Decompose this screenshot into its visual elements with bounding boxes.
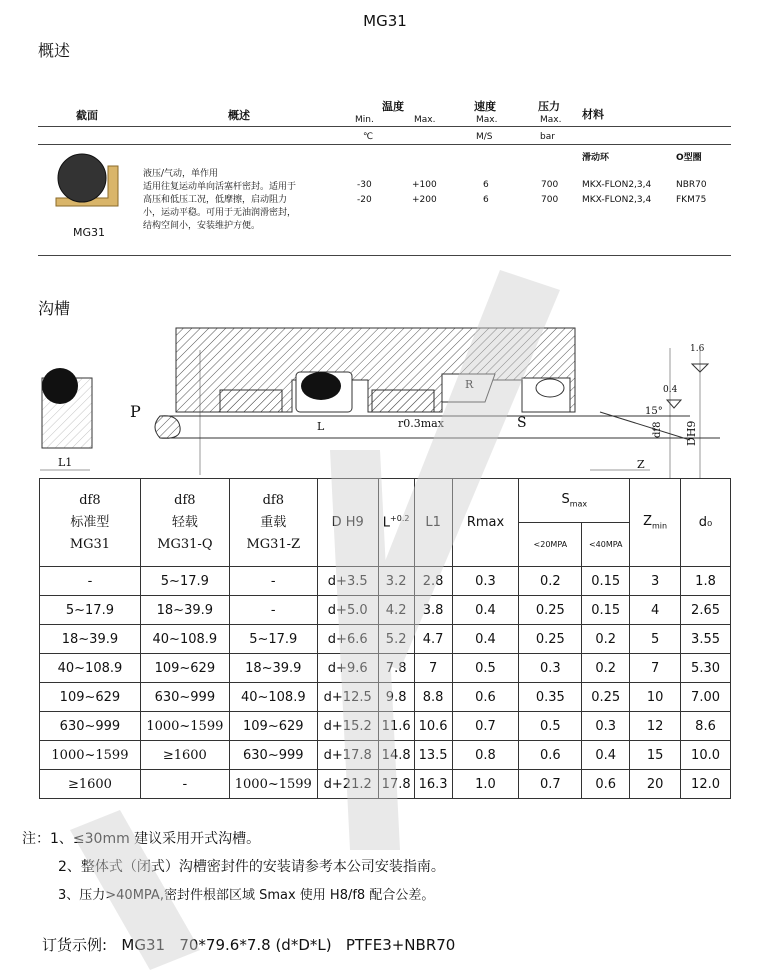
table-row [40, 683, 731, 712]
table-cell: d+9.6 [317, 654, 378, 683]
label-DH9: DH9 [685, 420, 698, 446]
table-cell: 0.7 [452, 712, 519, 741]
table-cell: ≥1600 [40, 770, 141, 799]
col-pressure-max: Max. [540, 115, 562, 125]
table-cell: 40~108.9 [140, 625, 229, 654]
header-Zmin: $Z_{min}$ [630, 479, 681, 567]
table-cell: 11.6 [378, 712, 414, 741]
table-cell: 5~17.9 [229, 625, 317, 654]
table-cell: 109~629 [229, 712, 317, 741]
table-cell: 0.3 [452, 567, 519, 596]
header-DH9: D H9 [317, 479, 378, 567]
table-cell: 3.2 [378, 567, 414, 596]
table-cell: 1.8 [681, 567, 731, 596]
order-example: 订货示例: MG31 70*79.6*7.8 (d*D*L) PTFE3+NBR70 [42, 936, 456, 954]
header-heavy: df8 重载 MG31-Z [229, 479, 317, 567]
overview-bottom-divider [38, 255, 731, 256]
section-overview-heading: 概述 [38, 41, 71, 60]
note-3: 3、压力>40MPA,密封件根部区域 Smax 使用 H8/f8 配合公差。 [58, 888, 435, 903]
table-cell: 18~39.9 [229, 654, 317, 683]
table-row [40, 567, 731, 596]
table-cell: 0.2 [582, 625, 630, 654]
table-cell: 5~17.9 [140, 567, 229, 596]
table-cell: ≥1600 [140, 741, 229, 770]
table-cell: 0.25 [582, 683, 630, 712]
table-row [40, 625, 731, 654]
table-cell: d+3.5 [317, 567, 378, 596]
table-cell: 109~629 [40, 683, 141, 712]
table-row [40, 596, 731, 625]
groove-dimension-table [39, 478, 731, 799]
label-S: S [517, 415, 527, 431]
label-df8: df8 [652, 421, 663, 438]
table-cell: 9.8 [378, 683, 414, 712]
table-cell: 0.15 [582, 596, 630, 625]
table-cell: 13.5 [414, 741, 452, 770]
table-cell: 12.0 [681, 770, 731, 799]
table-cell: 0.7 [519, 770, 582, 799]
table-row [40, 741, 731, 770]
table-cell: 4.7 [414, 625, 452, 654]
table-cell: 109~629 [140, 654, 229, 683]
table-cell: 0.3 [519, 654, 582, 683]
table-cell: 3.55 [681, 625, 731, 654]
table-cell: 7.00 [681, 683, 731, 712]
label-roughness-2: 0.4 [663, 385, 678, 395]
header-L1: L1 [414, 479, 452, 567]
page-title: MG31 [363, 12, 407, 30]
table-cell: - [229, 567, 317, 596]
col-desc: 概述 [228, 109, 250, 122]
table-cell: 1.0 [452, 770, 519, 799]
table-cell: d+21.2 [317, 770, 378, 799]
table-cell: 8.6 [681, 712, 731, 741]
label-R: R [465, 378, 474, 391]
col-speed-max: Max. [476, 115, 498, 125]
table-cell: 5.30 [681, 654, 731, 683]
unit-pressure: bar [540, 132, 555, 142]
table-cell: 18~39.9 [140, 596, 229, 625]
col-material: 材料 [582, 108, 604, 121]
table-cell: 15 [630, 741, 681, 770]
table-cell: 12 [630, 712, 681, 741]
table-cell: 5~17.9 [40, 596, 141, 625]
label-P: P [130, 402, 141, 421]
table-cell: 18~39.9 [40, 625, 141, 654]
col-temp-max: Max. [414, 115, 436, 125]
table-cell: 3.8 [414, 596, 452, 625]
table-cell: 17.8 [378, 770, 414, 799]
header-L: $L^{+0.2}$ [378, 479, 414, 567]
table-cell: 1000~1599 [229, 770, 317, 799]
col-temp: 温度 [382, 100, 404, 113]
table-cell: d+17.8 [317, 741, 378, 770]
table-cell: 0.5 [452, 654, 519, 683]
label-L1: L1 [58, 456, 73, 469]
label-L: L [317, 420, 325, 433]
col-temp-min: Min. [355, 115, 374, 125]
table-cell: d+5.0 [317, 596, 378, 625]
table-cell: 0.35 [519, 683, 582, 712]
table-cell: 10.6 [414, 712, 452, 741]
description: 液压/气动，单作用 适用往复运动单向活塞杆密封。适用于 高压和低压工况，低摩擦，启动阻力 小，运动平稳。可用于无油润滑密封， 结构空间小，安装维护方便。 [143, 169, 297, 231]
label-angle: 15° [645, 406, 663, 417]
table-cell: 7 [630, 654, 681, 683]
col-section: 截面 [76, 109, 98, 122]
table-cell: 4.2 [378, 596, 414, 625]
label-Z: Z [637, 458, 645, 471]
col-pressure: 压力 [538, 100, 560, 113]
table-cell: 1000~1599 [140, 712, 229, 741]
note-2: 2、整体式（闭式）沟槽密封件的安装请参考本公司安装指南。 [58, 859, 445, 875]
header-standard: df8 标准型 MG31 [40, 479, 141, 567]
table-cell: 40~108.9 [40, 654, 141, 683]
table-cell: 0.5 [519, 712, 582, 741]
table-cell: 0.2 [582, 654, 630, 683]
header-s40: <40MPA [582, 523, 630, 567]
table-cell: 630~999 [140, 683, 229, 712]
table-cell: 630~999 [229, 741, 317, 770]
col-speed: 速度 [474, 100, 496, 113]
table-cell: 10 [630, 683, 681, 712]
table-cell: 7.8 [378, 654, 414, 683]
table-cell: 4 [630, 596, 681, 625]
slide-ring-label: 滑动环 [582, 153, 610, 163]
header-light: df8 轻载 MG31-Q [140, 479, 229, 567]
table-cell: 0.2 [519, 567, 582, 596]
unit-speed: M/S [476, 132, 493, 142]
table-cell: 8.8 [414, 683, 452, 712]
table-cell: 0.8 [452, 741, 519, 770]
label-roughness-1: 1.6 [690, 344, 705, 354]
table-cell: d+6.6 [317, 625, 378, 654]
table-row [40, 770, 731, 799]
table-cell: 20 [630, 770, 681, 799]
table-cell: 0.4 [452, 596, 519, 625]
table-cell: 0.4 [582, 741, 630, 770]
part-name: MG31 [73, 226, 106, 239]
header-s20: <20MPA [519, 523, 582, 567]
table-row [40, 712, 731, 741]
units-divider [38, 144, 731, 145]
table-cell: 2.65 [681, 596, 731, 625]
table-cell: 0.4 [452, 625, 519, 654]
table-cell: 1000~1599 [40, 741, 141, 770]
table-cell: 2.8 [414, 567, 452, 596]
table-cell: 40~108.9 [229, 683, 317, 712]
table-cell: 0.25 [519, 625, 582, 654]
label-r: r0.3max [398, 417, 444, 430]
table-cell: 3 [630, 567, 681, 596]
table-cell: 0.25 [519, 596, 582, 625]
table-cell: - [229, 596, 317, 625]
table-cell: 0.6 [582, 770, 630, 799]
table-cell: 0.3 [582, 712, 630, 741]
header-Rmax: Rmax [452, 479, 519, 567]
table-cell: 5 [630, 625, 681, 654]
table-cell: d+12.5 [317, 683, 378, 712]
o-ring-label: O型圈 [676, 153, 702, 163]
note-1: 注：1、≤30mm 建议采用开式沟槽。 [22, 831, 261, 847]
table-cell: - [40, 567, 141, 596]
header-Smax: $S_{max}$ [519, 479, 630, 523]
table-cell: 16.3 [414, 770, 452, 799]
table-cell: 630~999 [40, 712, 141, 741]
table-cell: 7 [414, 654, 452, 683]
table-cell: - [140, 770, 229, 799]
table-cell: 0.6 [452, 683, 519, 712]
table-row [40, 654, 731, 683]
seal-cross-section-image [50, 148, 130, 218]
table-cell: d+15.2 [317, 712, 378, 741]
groove-drawing [30, 320, 730, 478]
table-cell: 5.2 [378, 625, 414, 654]
table-cell: 0.6 [519, 741, 582, 770]
section-groove-heading: 沟槽 [38, 299, 71, 318]
table-cell: 10.0 [681, 741, 731, 770]
header-divider [38, 126, 731, 127]
unit-temp: ℃ [363, 132, 374, 142]
table-cell: 14.8 [378, 741, 414, 770]
table-cell: 0.15 [582, 567, 630, 596]
header-d0: d₀ [681, 479, 731, 567]
